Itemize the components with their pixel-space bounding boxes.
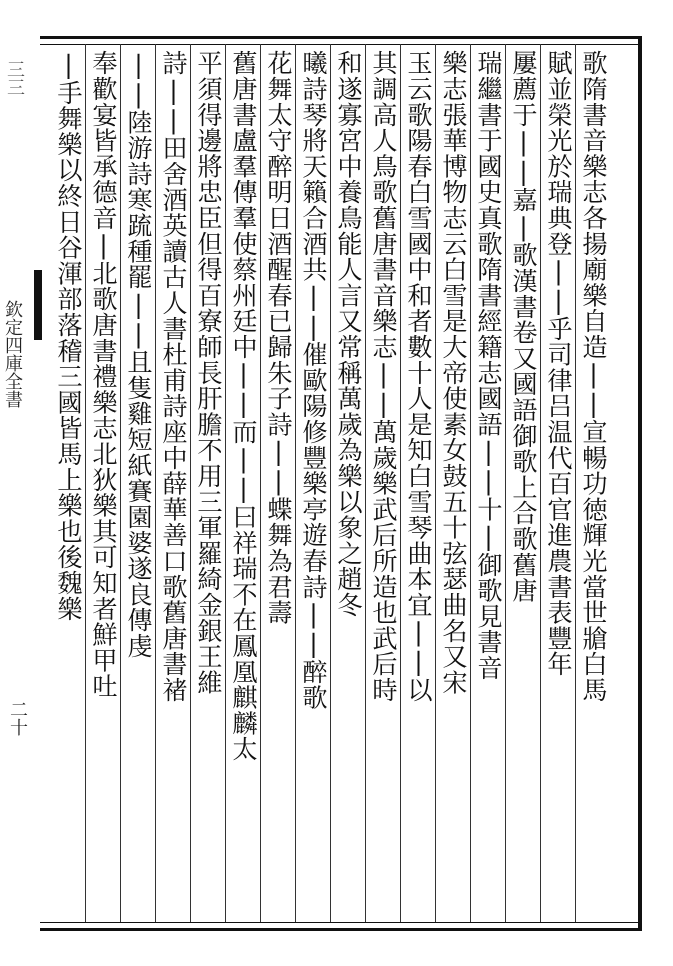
- text-column-15: 奉歡宴皆承德音|北歌唐書禮樂志北狄樂其可知者鮮甲吐: [89, 50, 118, 699]
- column-rule: [505, 44, 506, 922]
- text-column-6: 玉云歌陽春白雪國中和者數十人是知白雪琴曲本宜||以: [404, 50, 433, 703]
- page-number: 二十: [7, 700, 28, 736]
- column-rule: [470, 44, 471, 922]
- frame-inner-top-line: [40, 44, 638, 45]
- frame-inner-bottom-line: [40, 922, 638, 923]
- text-column-5: 樂志張華博物志云白雪是大帝使素女鼓五十弦瑟曲名又宋: [439, 50, 468, 695]
- column-rule: [435, 44, 436, 922]
- page-gutter: [0, 0, 40, 966]
- text-column-1: 歌隋書音樂志各揚廟樂自造||宣暢功徳輝光當世牄白馬: [579, 50, 608, 703]
- column-rule: [190, 44, 191, 922]
- text-column-12: 平須得邊將忠臣但得百寮師長肝膽不用三軍羅綺金銀王維: [194, 50, 223, 695]
- text-column-8: 和遂寡宮中養鳥能人言又常稱萬歲為樂以象之趙冬: [334, 50, 363, 618]
- text-column-7: 其調高人鳥歌舊唐書音樂志||萬歲樂武后所造也武后時: [369, 50, 398, 703]
- text-column-14: ||陸游詩寒䟽種罷||且隻雞短紙賽園婆遂良傳虔: [124, 50, 153, 659]
- text-column-3: 屢薦于||嘉|歌漢書卷又國語御歌上合歌舊唐: [509, 50, 538, 604]
- column-rule: [225, 44, 226, 922]
- text-column-9: 曦詩琴將天籟合酒共||催歐陽修豐樂亭遊春詩||醉歌: [299, 50, 328, 711]
- text-column-11: 舊唐書盧羣傳羣使蔡州廷中||而||曰祥瑞不在鳳凰麒麟太: [229, 50, 258, 762]
- text-column-10: 花舞太守醉明日酒醒春已歸朱子詩||蝶舞為君壽: [264, 50, 293, 626]
- gutter-label: 欽定四庫全書: [2, 300, 23, 408]
- column-rule: [400, 44, 401, 922]
- column-rule: [295, 44, 296, 922]
- text-column-16: |手舞樂以終日谷渾部落稽三國皆馬上樂也後魏樂: [54, 50, 83, 622]
- column-rule: [365, 44, 366, 922]
- column-rule: [540, 44, 541, 922]
- column-rule: [85, 44, 86, 922]
- column-rule: [330, 44, 331, 922]
- text-column-4: 瑞繼書于國史真歌隋書經籍志國語||十|御歌見書音: [474, 50, 503, 681]
- text-column-13: 詩||田舍酒英讀古人書杜甫詩座中薛華善口歌舊唐書禇: [159, 50, 188, 703]
- column-rule: [120, 44, 121, 922]
- column-rule: [155, 44, 156, 922]
- column-rule: [260, 44, 261, 922]
- gutter-mark: 三三: [4, 60, 25, 96]
- column-rule: [575, 44, 576, 922]
- text-column-2: 賦並榮光於瑞典登||乎司律吕温代百官進農書表豐年: [544, 50, 573, 677]
